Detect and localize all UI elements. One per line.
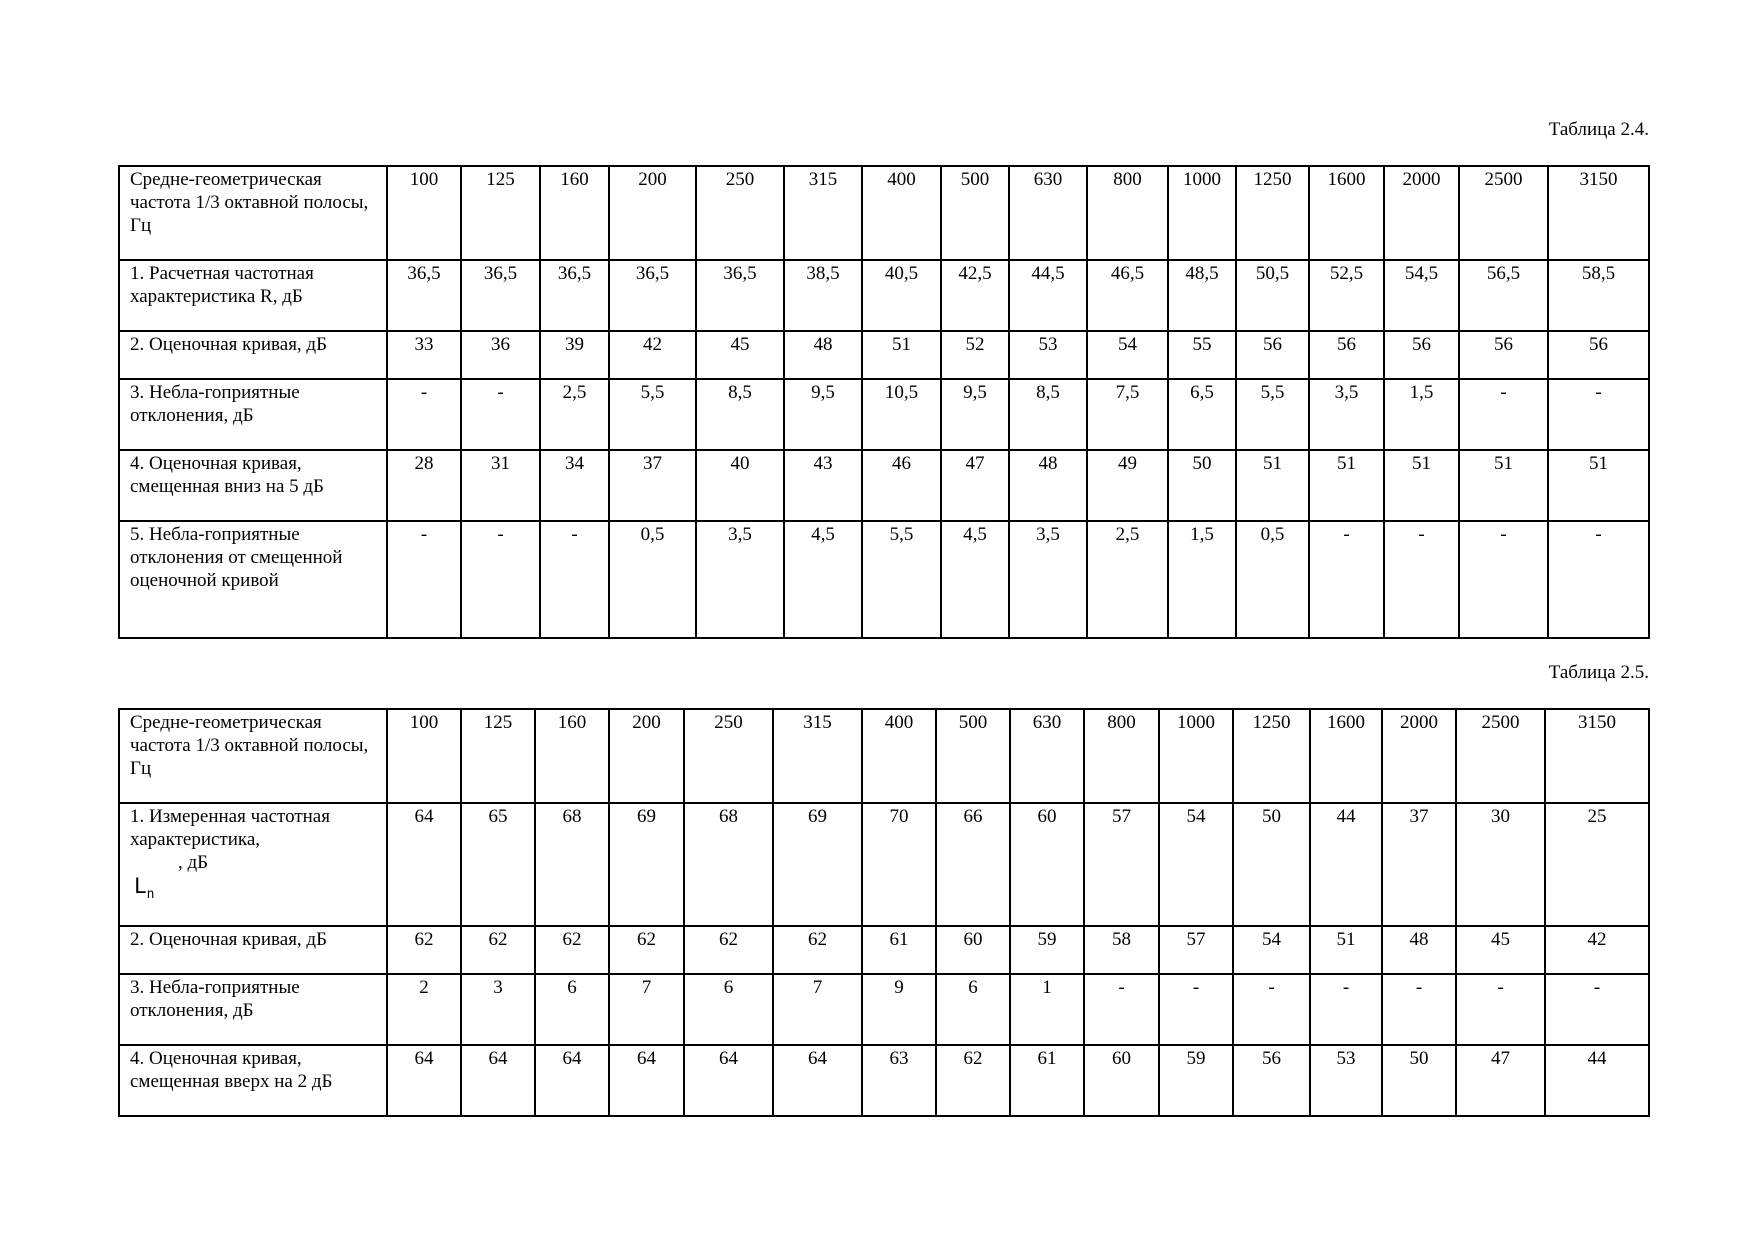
- value-cell: 36,5: [696, 260, 784, 331]
- value-cell: 0,5: [609, 521, 696, 638]
- freq-cell: 400: [862, 709, 936, 803]
- ln-symbol: [130, 874, 380, 907]
- value-cell: 54,5: [1384, 260, 1459, 331]
- value-cell: 36,5: [609, 260, 696, 331]
- value-cell: 42: [1545, 926, 1649, 974]
- freq-cell: 315: [784, 166, 862, 260]
- value-cell: 64: [609, 1045, 684, 1116]
- freq-cell: 200: [609, 709, 684, 803]
- value-cell: 60: [1010, 803, 1084, 926]
- table-row-header: [119, 709, 1649, 803]
- value-cell: 70: [862, 803, 936, 926]
- value-cell: 65: [461, 803, 535, 926]
- value-cell: 62: [773, 926, 862, 974]
- value-cell: 8,5: [1009, 379, 1087, 450]
- table-row: [119, 521, 1649, 638]
- value-cell: 39: [540, 331, 609, 379]
- value-cell: 0,5: [1236, 521, 1309, 638]
- value-cell: 60: [1084, 1045, 1159, 1116]
- value-cell: 47: [1456, 1045, 1545, 1116]
- value-cell: 51: [862, 331, 941, 379]
- value-cell: -: [387, 521, 461, 638]
- freq-cell: 500: [941, 166, 1009, 260]
- value-cell: 56: [1548, 331, 1649, 379]
- value-cell: -: [387, 379, 461, 450]
- table-2-5: [118, 708, 1650, 1117]
- freq-cell: 3150: [1545, 709, 1649, 803]
- row-label-cell: 3. Небла-гоприятные отклонения, дБ: [119, 974, 387, 1045]
- value-cell: 50: [1382, 1045, 1456, 1116]
- value-cell: -: [461, 379, 540, 450]
- value-cell: 44,5: [1009, 260, 1087, 331]
- table-row: [119, 379, 1649, 450]
- freq-cell: 315: [773, 709, 862, 803]
- value-cell: 62: [936, 1045, 1010, 1116]
- value-cell: 42: [609, 331, 696, 379]
- value-cell: 62: [609, 926, 684, 974]
- value-cell: 3,5: [1009, 521, 1087, 638]
- freq-cell: 2000: [1384, 166, 1459, 260]
- value-cell: 59: [1010, 926, 1084, 974]
- table-2-4: [118, 165, 1650, 639]
- value-cell: 36,5: [387, 260, 461, 331]
- value-cell: 4,5: [784, 521, 862, 638]
- value-cell: 51: [1309, 450, 1384, 521]
- value-cell: 56: [1233, 1045, 1310, 1116]
- table-2-5-caption: Таблица 2.5.: [1548, 662, 1649, 683]
- value-cell: 48: [1009, 450, 1087, 521]
- value-cell: 56: [1236, 331, 1309, 379]
- table-row: [119, 450, 1649, 521]
- freq-cell: 800: [1084, 709, 1159, 803]
- value-cell: 62: [461, 926, 535, 974]
- value-cell: 58: [1084, 926, 1159, 974]
- value-cell: 51: [1310, 926, 1382, 974]
- value-cell: 53: [1009, 331, 1087, 379]
- value-cell: 48,5: [1168, 260, 1236, 331]
- value-cell: 48: [784, 331, 862, 379]
- value-cell: 45: [696, 331, 784, 379]
- value-cell: 37: [1382, 803, 1456, 926]
- freq-cell: 1250: [1236, 166, 1309, 260]
- freq-cell: 250: [684, 709, 773, 803]
- value-cell: 42,5: [941, 260, 1009, 331]
- row-label-unit: , дБ: [178, 852, 209, 873]
- value-cell: 45: [1456, 926, 1545, 974]
- freq-cell: 1000: [1159, 709, 1233, 803]
- value-cell: 1,5: [1384, 379, 1459, 450]
- value-cell: 54: [1159, 803, 1233, 926]
- row-label-text: 1. Измеренная частотная характеристика,: [130, 806, 330, 850]
- freq-cell: 2500: [1456, 709, 1545, 803]
- value-cell: 4,5: [941, 521, 1009, 638]
- value-cell: 48: [1382, 926, 1456, 974]
- value-cell: 3,5: [1309, 379, 1384, 450]
- value-cell: 56: [1459, 331, 1548, 379]
- value-cell: 7: [773, 974, 862, 1045]
- ln-symbol-subscript: n: [146, 887, 155, 903]
- value-cell: 52: [941, 331, 1009, 379]
- value-cell: 6: [535, 974, 609, 1045]
- value-cell: 8,5: [696, 379, 784, 450]
- value-cell: -: [1233, 974, 1310, 1045]
- value-cell: 51: [1236, 450, 1309, 521]
- value-cell: 9,5: [784, 379, 862, 450]
- value-cell: 62: [535, 926, 609, 974]
- freq-cell: 2000: [1382, 709, 1456, 803]
- value-cell: 36: [461, 331, 540, 379]
- value-cell: 1,5: [1168, 521, 1236, 638]
- value-cell: 36,5: [461, 260, 540, 331]
- value-cell: 43: [784, 450, 862, 521]
- table-row: [119, 260, 1649, 331]
- value-cell: 68: [684, 803, 773, 926]
- value-cell: 57: [1084, 803, 1159, 926]
- value-cell: 59: [1159, 1045, 1233, 1116]
- value-cell: -: [1459, 379, 1548, 450]
- value-cell: -: [1459, 521, 1548, 638]
- value-cell: -: [1309, 521, 1384, 638]
- value-cell: 56,5: [1459, 260, 1548, 331]
- freq-cell: 3150: [1548, 166, 1649, 260]
- value-cell: 28: [387, 450, 461, 521]
- value-cell: 63: [862, 1045, 936, 1116]
- freq-cell: 1600: [1310, 709, 1382, 803]
- freq-cell: 160: [540, 166, 609, 260]
- value-cell: 3,5: [696, 521, 784, 638]
- row-label-cell: 5. Небла-гоприятные отклонения от смещенной оценочной кривой: [119, 521, 387, 638]
- value-cell: 56: [1384, 331, 1459, 379]
- header-label-cell: Средне-геометрическая частота 1/3 октавной полосы, Гц: [119, 709, 387, 803]
- value-cell: 64: [773, 1045, 862, 1116]
- value-cell: -: [1384, 521, 1459, 638]
- freq-cell: 100: [387, 709, 461, 803]
- value-cell: 2: [387, 974, 461, 1045]
- table-row: [119, 926, 1649, 974]
- row-label-cell: 3. Небла-гоприятные отклонения, дБ: [119, 379, 387, 450]
- value-cell: 64: [684, 1045, 773, 1116]
- value-cell: 25: [1545, 803, 1649, 926]
- freq-cell: 2500: [1459, 166, 1548, 260]
- freq-cell: 125: [461, 166, 540, 260]
- value-cell: -: [1548, 521, 1649, 638]
- table-row-header: [119, 166, 1649, 260]
- value-cell: 50: [1233, 803, 1310, 926]
- table-row: [119, 974, 1649, 1045]
- freq-cell: 1000: [1168, 166, 1236, 260]
- freq-cell: 500: [936, 709, 1010, 803]
- freq-cell: 400: [862, 166, 941, 260]
- value-cell: 47: [941, 450, 1009, 521]
- freq-cell: 200: [609, 166, 696, 260]
- value-cell: 38,5: [784, 260, 862, 331]
- value-cell: 51: [1459, 450, 1548, 521]
- row-label-cell: 2. Оценочная кривая, дБ: [119, 331, 387, 379]
- value-cell: 36,5: [540, 260, 609, 331]
- row-label-cell: 2. Оценочная кривая, дБ: [119, 926, 387, 974]
- freq-cell: 100: [387, 166, 461, 260]
- ln-symbol-letter: L: [134, 874, 147, 898]
- value-cell: 40: [696, 450, 784, 521]
- value-cell: 5,5: [1236, 379, 1309, 450]
- value-cell: 64: [535, 1045, 609, 1116]
- row-label-cell: 4. Оценочная кривая, смещенная вниз на 5 дБ: [119, 450, 387, 521]
- value-cell: 53: [1310, 1045, 1382, 1116]
- value-cell: -: [540, 521, 609, 638]
- value-cell: 33: [387, 331, 461, 379]
- value-cell: 62: [684, 926, 773, 974]
- table-row: [119, 331, 1649, 379]
- table-row: [119, 1045, 1649, 1116]
- freq-cell: 125: [461, 709, 535, 803]
- value-cell: -: [1084, 974, 1159, 1045]
- value-cell: 6,5: [1168, 379, 1236, 450]
- value-cell: 6: [684, 974, 773, 1045]
- value-cell: 37: [609, 450, 696, 521]
- value-cell: 61: [862, 926, 936, 974]
- value-cell: 64: [387, 803, 461, 926]
- freq-cell: 250: [696, 166, 784, 260]
- value-cell: 2,5: [1087, 521, 1168, 638]
- value-cell: 61: [1010, 1045, 1084, 1116]
- value-cell: 69: [773, 803, 862, 926]
- freq-cell: 160: [535, 709, 609, 803]
- freq-cell: 1600: [1309, 166, 1384, 260]
- value-cell: 7: [609, 974, 684, 1045]
- value-cell: 52,5: [1309, 260, 1384, 331]
- value-cell: 50,5: [1236, 260, 1309, 331]
- value-cell: 55: [1168, 331, 1236, 379]
- value-cell: 34: [540, 450, 609, 521]
- value-cell: 68: [535, 803, 609, 926]
- value-cell: 64: [387, 1045, 461, 1116]
- value-cell: 62: [387, 926, 461, 974]
- value-cell: -: [1382, 974, 1456, 1045]
- value-cell: 46: [862, 450, 941, 521]
- value-cell: 31: [461, 450, 540, 521]
- value-cell: 10,5: [862, 379, 941, 450]
- value-cell: 54: [1233, 926, 1310, 974]
- table-row: [119, 803, 1649, 926]
- value-cell: 40,5: [862, 260, 941, 331]
- row-label-cell: 1. Расчетная частотная характеристика R, дБ: [119, 260, 387, 331]
- value-cell: 49: [1087, 450, 1168, 521]
- value-cell: 51: [1384, 450, 1459, 521]
- value-cell: 57: [1159, 926, 1233, 974]
- value-cell: 5,5: [609, 379, 696, 450]
- value-cell: 3: [461, 974, 535, 1045]
- value-cell: -: [461, 521, 540, 638]
- value-cell: 56: [1309, 331, 1384, 379]
- freq-cell: 630: [1009, 166, 1087, 260]
- value-cell: 44: [1310, 803, 1382, 926]
- value-cell: -: [1545, 974, 1649, 1045]
- value-cell: 69: [609, 803, 684, 926]
- value-cell: -: [1548, 379, 1649, 450]
- value-cell: 9,5: [941, 379, 1009, 450]
- freq-cell: 1250: [1233, 709, 1310, 803]
- row-label-cell: 4. Оценочная кривая, смещенная вверх на 2 дБ: [119, 1045, 387, 1116]
- value-cell: 46,5: [1087, 260, 1168, 331]
- value-cell: -: [1159, 974, 1233, 1045]
- value-cell: 5,5: [862, 521, 941, 638]
- value-cell: 66: [936, 803, 1010, 926]
- value-cell: 1: [1010, 974, 1084, 1045]
- table-2-4-caption: Таблица 2.4.: [1548, 119, 1649, 140]
- value-cell: -: [1456, 974, 1545, 1045]
- freq-cell: 800: [1087, 166, 1168, 260]
- value-cell: 9: [862, 974, 936, 1045]
- freq-cell: 630: [1010, 709, 1084, 803]
- value-cell: -: [1310, 974, 1382, 1045]
- row-label-cell: [119, 803, 387, 926]
- value-cell: 51: [1548, 450, 1649, 521]
- value-cell: 64: [461, 1045, 535, 1116]
- value-cell: 54: [1087, 331, 1168, 379]
- value-cell: 58,5: [1548, 260, 1649, 331]
- value-cell: 30: [1456, 803, 1545, 926]
- value-cell: 60: [936, 926, 1010, 974]
- value-cell: 6: [936, 974, 1010, 1045]
- value-cell: 2,5: [540, 379, 609, 450]
- header-label-cell: Средне-геометрическая частота 1/3 октавной полосы, Гц: [119, 166, 387, 260]
- value-cell: 50: [1168, 450, 1236, 521]
- value-cell: 7,5: [1087, 379, 1168, 450]
- value-cell: 44: [1545, 1045, 1649, 1116]
